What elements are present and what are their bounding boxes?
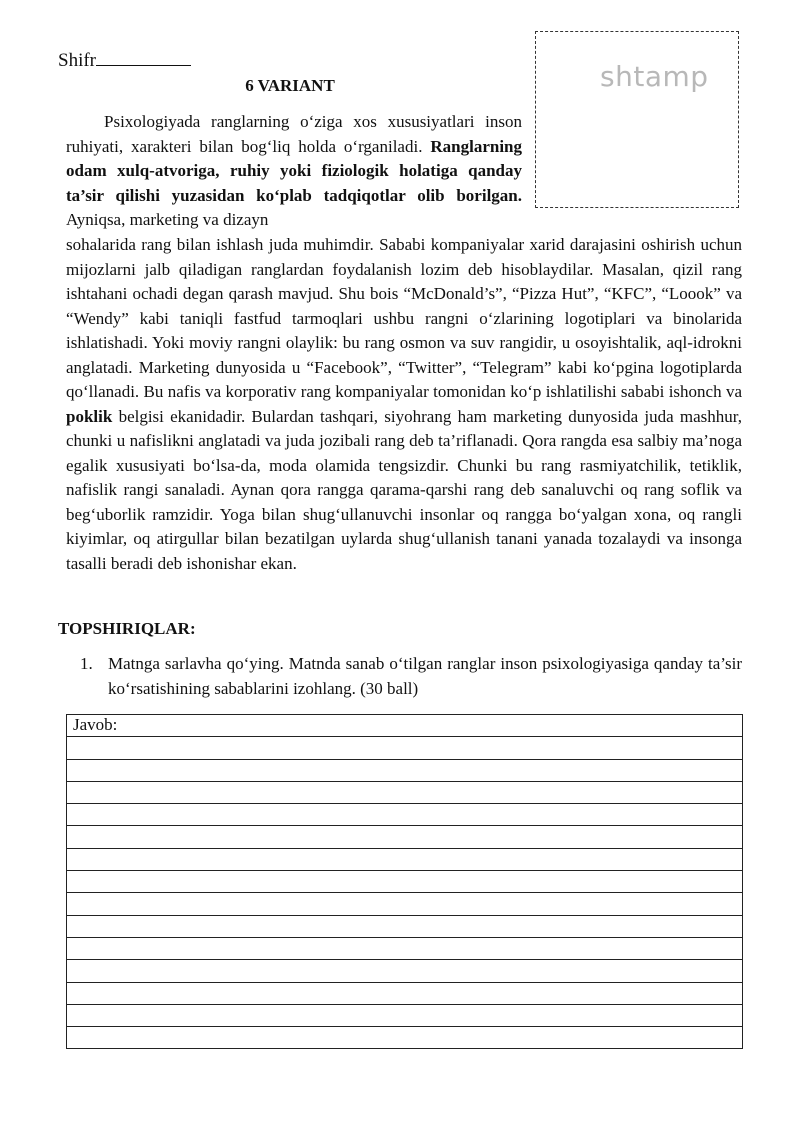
task-text: Matnga sarlavha qo‘ying. Matnda sanab o‘tilgan ranglar inson psixologiyasiga qanday ta’sir ko‘rsatishining sabablarini izohlang. (30 ball) (108, 654, 742, 698)
answer-line[interactable] (67, 848, 743, 870)
paragraph-main-text-a: sohalarida rang bilan ishlash juda muhimdir. Sababi kompaniyalar xarid darajasini oshirish uchun mijozlarni jalb qiladigan ranglardan foydalanish lozim deb hisoblaydilar. Masalan, qizil rang ishtahani ochadi degan qarash mavjud. Shu bois “McDonald’s”, “Pizza Hut”, “KFC”, “Loook” va “Wendy” kabi taniqli fastfud tarmoqlari ushbu rangni o‘zlarining logotiplari va binolarida ishlatishadi. Yoki moviy rangni olaylik: bu rang osmon va suv rangidir, u osoyishtalik, aql-idrokni anglatadi. Marketing dunyosida u “Facebook”, “Twitter”, “Telegram” kabi ko‘pgina logotiplarda qo‘llanadi. Bu nafis va korporativ rang kompaniyalar tomonidan ko‘p ishlatilishi sababi ishonch va (66, 235, 742, 401)
answer-line-cell[interactable] (67, 804, 743, 826)
answer-line-cell[interactable] (67, 893, 743, 915)
answer-line[interactable] (67, 826, 743, 848)
answer-line[interactable] (67, 1027, 743, 1049)
answer-line[interactable] (67, 759, 743, 781)
cipher-field (58, 48, 191, 73)
answer-line[interactable] (67, 737, 743, 759)
answer-line[interactable] (67, 1004, 743, 1026)
answer-line[interactable] (67, 804, 743, 826)
answer-label: Javob: (67, 715, 743, 737)
answer-line-cell[interactable] (67, 960, 743, 982)
task-number: 1. (80, 654, 93, 673)
answer-line-cell[interactable] (67, 826, 743, 848)
answer-line-cell[interactable] (67, 1004, 743, 1026)
answer-line[interactable] (67, 982, 743, 1004)
variant-title: 6 VARIANT (245, 76, 335, 95)
answer-table (66, 714, 743, 1049)
stamp-box (535, 31, 739, 208)
paragraph-intro-text-b: Ayniqsa, marketing va dizayn (66, 210, 269, 229)
paragraph-main-text-b: belgisi ekanidadir. Bulardan tashqari, siyohrang ham marketing dunyosida juda mashhur, chunki u nafislikni anglatadi va juda jozibali rang deb ta’riflanadi. Qora rangda esa salbiy ma’noga egalik xususiyati bo‘lsa-da, moda olamida tengsizdir. Chunki bu rang rasmiyatchilik, tetiklik, nafislik rangi sanaladi. Aynan qora rangga qarama-qarshi rang deb sanaluvchi oq rang soflik va beg‘uborlik ramzidir. Yoga bilan shug‘ullanuvchi insonlar oq rangga bo‘yalgan xona, oq rangli kiyimlar, oq atirgullar bilan bezatilgan uylarda shug‘ullanish tanani yanada tozalaydi va insonga tasalli beradi deb ishonishar ekan. (66, 406, 742, 573)
paragraph-intro-text-a: Psixologiyada ranglarning o‘ziga xos xususiyatlari inson ruhiyati, xarakteri bilan bog‘liq holda o‘rganiladi. (66, 112, 522, 156)
cipher-blank-line[interactable] (96, 48, 191, 66)
answer-line-cell[interactable] (67, 759, 743, 781)
answer-line-cell[interactable] (67, 848, 743, 870)
answer-line-cell[interactable] (67, 915, 743, 937)
answer-line[interactable] (67, 960, 743, 982)
answer-line-cell[interactable] (67, 982, 743, 1004)
answer-line-cell[interactable] (67, 937, 743, 959)
answer-line[interactable] (67, 871, 743, 893)
answer-row[interactable] (67, 715, 743, 737)
paragraph-main-bold: poklik (66, 406, 113, 426)
answer-line[interactable] (67, 915, 743, 937)
paragraph-intro-bold: Ranglarning odam xulq-atvoriga, ruhiy yoki fiziologik holatiga qanday ta’sir qilishi yuzasidan ko‘plab tadqiqotlar olib borilgan. (66, 136, 522, 205)
answer-line-cell[interactable] (67, 737, 743, 759)
paragraph-intro (66, 110, 522, 233)
stamp-watermark: shtamp (600, 60, 709, 93)
answer-line-cell[interactable] (67, 1027, 743, 1049)
cipher-label: Shifr (58, 50, 96, 71)
answer-line-cell[interactable] (67, 781, 743, 803)
answer-line-cell[interactable] (67, 871, 743, 893)
tasks-heading: TOPSHIRIQLAR: (58, 619, 196, 638)
answer-line[interactable] (67, 893, 743, 915)
answer-line[interactable] (67, 937, 743, 959)
task-item (80, 651, 742, 701)
answer-line[interactable] (67, 781, 743, 803)
paragraph-main (66, 233, 742, 576)
